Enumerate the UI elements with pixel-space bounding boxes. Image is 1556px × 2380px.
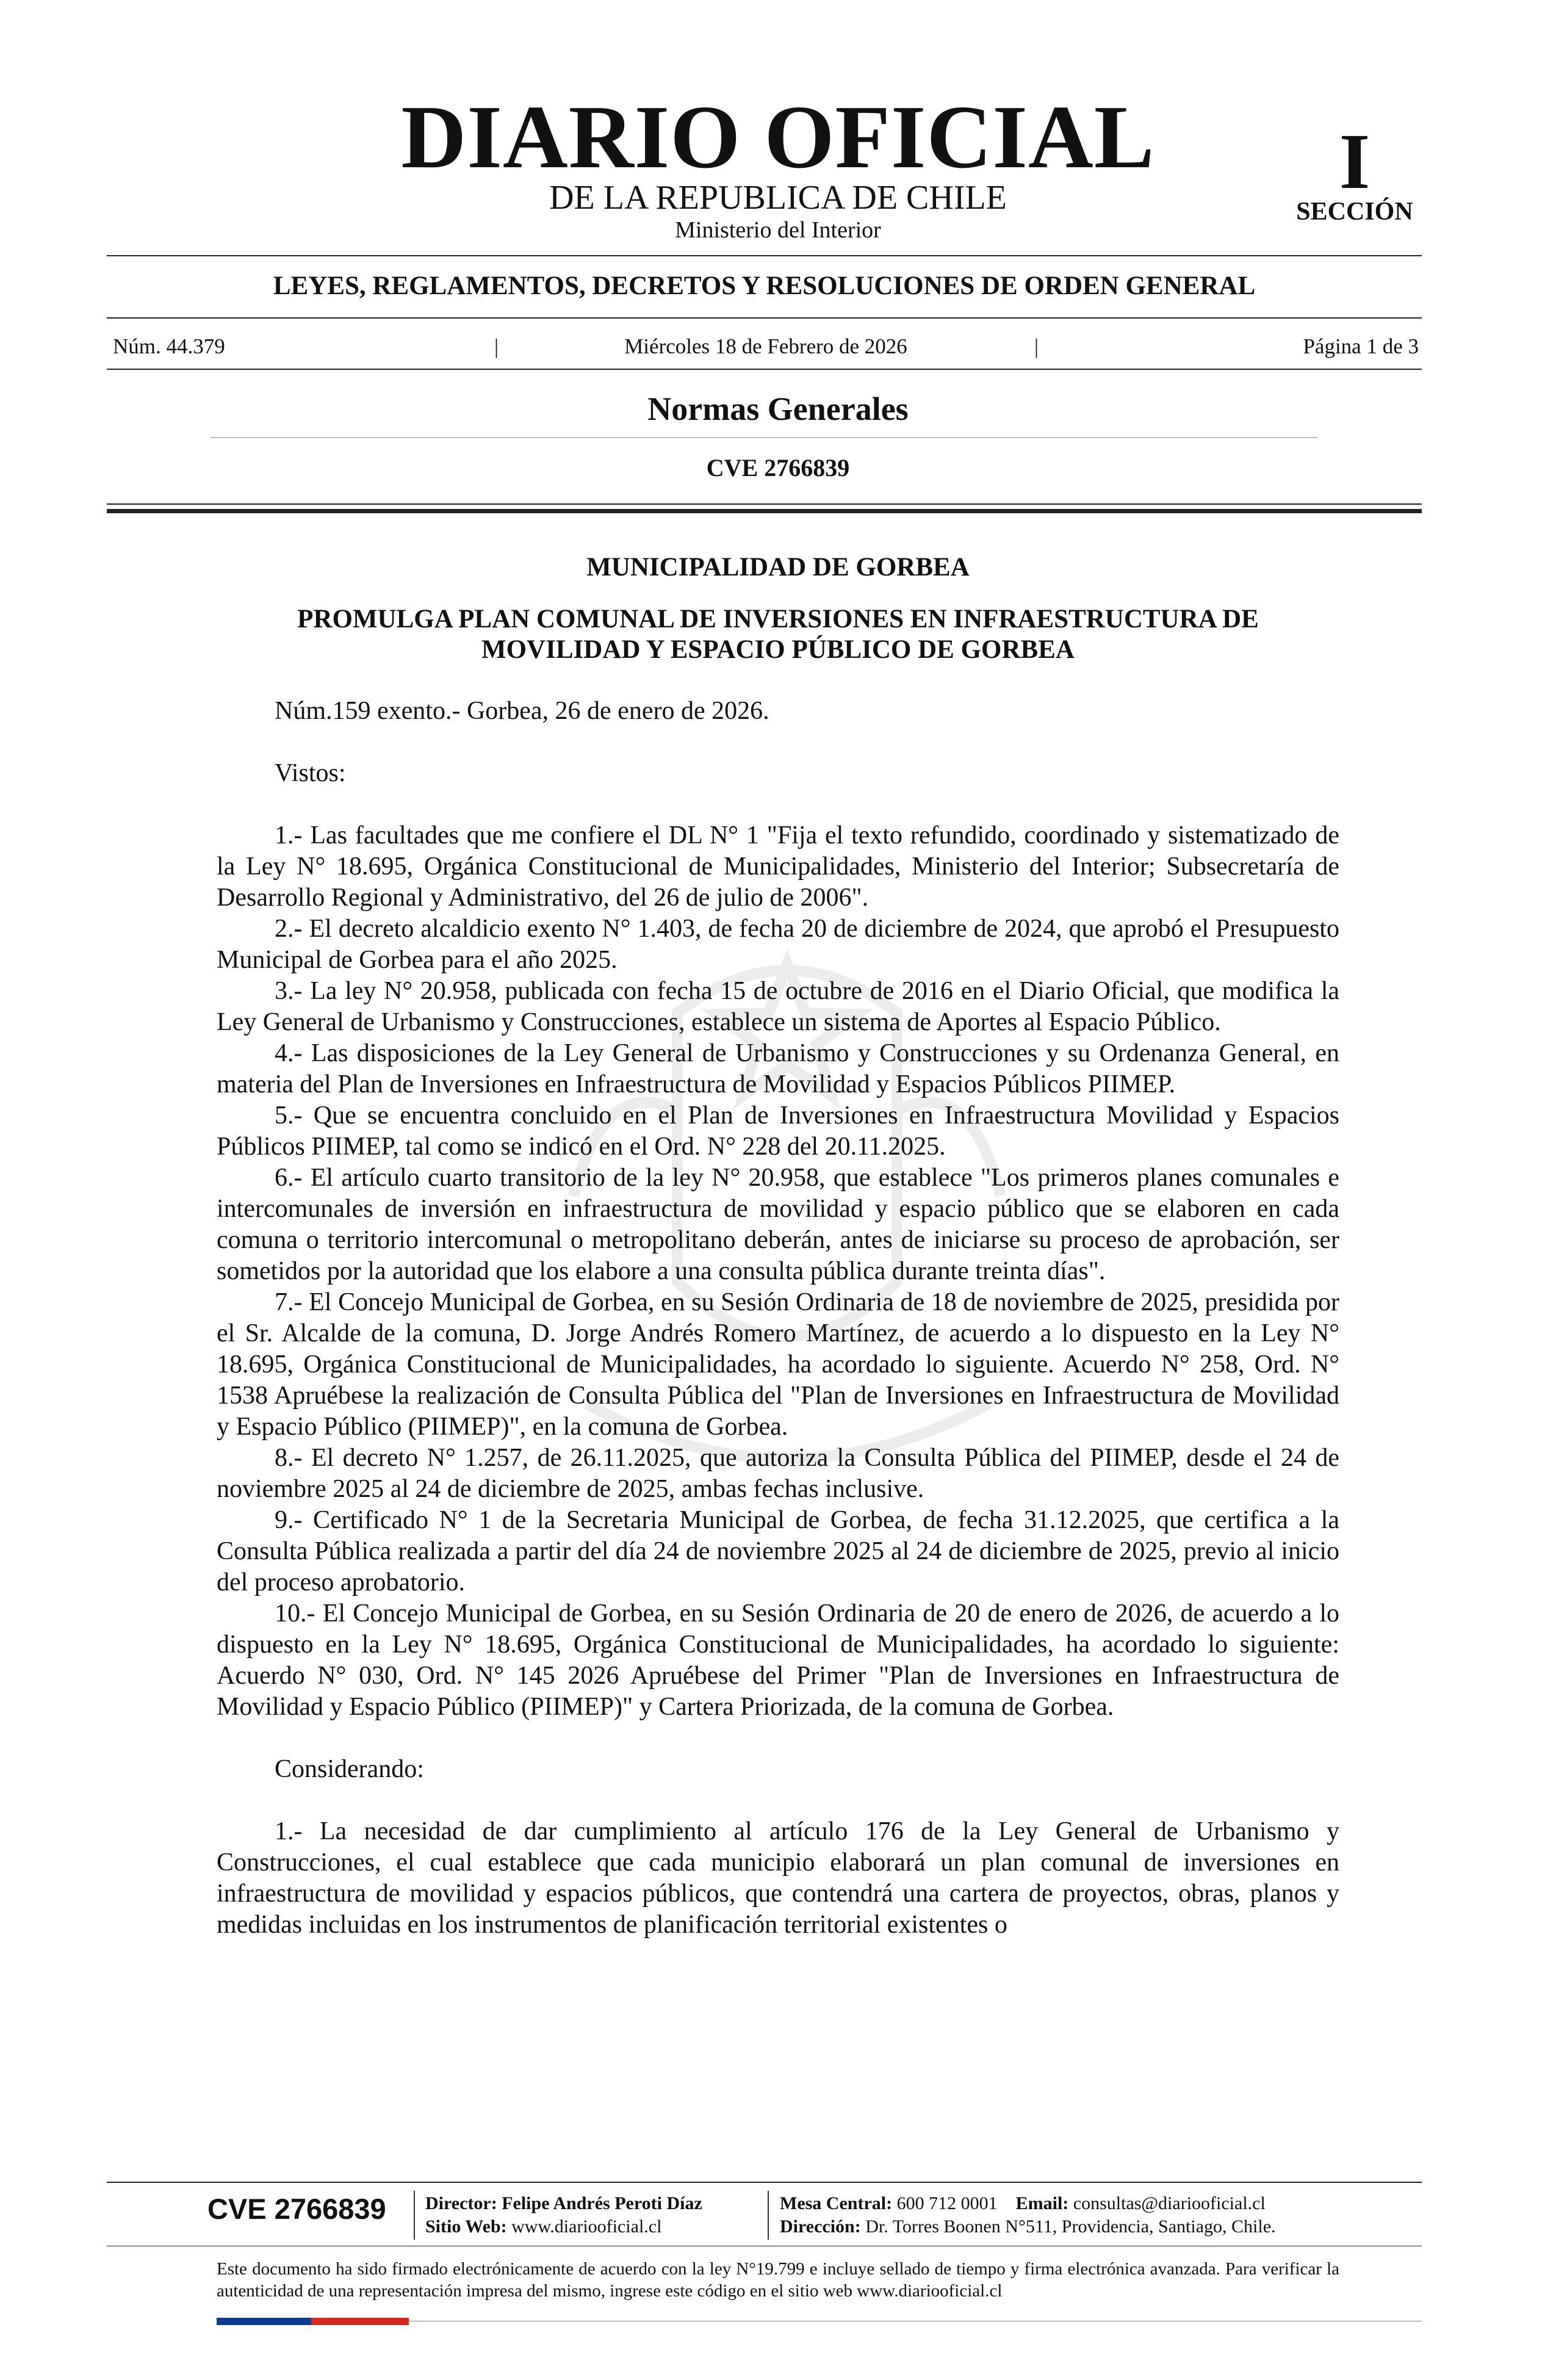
category-band: LEYES, REGLAMENTOS, DECRETOS Y RESOLUCIONES DE ORDEN GENERAL [273, 272, 1256, 300]
footer-separator [414, 2191, 415, 2240]
vistos-item: 6.- El artículo cuarto transitorio de la ley N° 20.958, que establece "Los primeros planes comunales e intercomunales de inversión en infraestructura de movilidad y espacio público que se elaboren en cada comuna o territorio intercomunal o metropolitano deberán, antes de iniciarse su proceso de aprobación, ser sometidos por la autoridad que los elabore a una consulta pública durante treinta días". [217, 1164, 1339, 1285]
website-link[interactable]: www.diariooficial.cl [511, 2216, 662, 2237]
document-heading-line2: MOVILIDAD Y ESPACIO PÚBLICO DE GORBEA [481, 635, 1075, 664]
vistos-label: Vistos: [275, 759, 346, 787]
considerando-item: 1.- La necesidad de dar cumplimiento al artículo 176 de la Ley General de Urbanismo y Construcciones, el cual establece que cada municipio elaborará un plan comunal de inversiones en infraestructura de movilidad y espacios públicos, que contendrá una cartera de proyectos, obras, planos y medidas incluidas en los instrumentos de planificación territorial existentes o [217, 1817, 1339, 1939]
address-label: Dirección: [780, 2216, 861, 2237]
vistos-item: 9.- Certificado N° 1 de la Secretaria Municipal de Gorbea, de fecha 31.12.2025, que certifica a la Consulta Pública realizada a partir del día 24 de noviembre 2025 al 24 de diciembre de 2025, previo al inicio del proceso aprobatorio. [217, 1506, 1339, 1596]
cve-code: CVE 2766839 [706, 454, 850, 481]
vistos-item: 1.- Las facultades que me confiere el DL N° 1 "Fija el texto refundido, coordinado y sistematizado de la Ley N° 18.695, Orgánica Constitucional de Municipalidades, Ministerio del Interior; Subsecretaría de Desarrollo Regional y Administrativo, del 26 de julio de 2006". [217, 821, 1339, 912]
ministry-label: Ministerio del Interior [675, 217, 881, 243]
double-rule-bottom [107, 509, 1422, 513]
footer-separator [768, 2191, 769, 2240]
issue-number: Núm. 44.379 [113, 334, 225, 358]
footer-director-block [425, 2192, 767, 2238]
flag-stripe-blue [217, 2318, 311, 2325]
footer-contact-block [780, 2192, 1390, 2238]
website-label: Sitio Web: [425, 2216, 507, 2237]
vistos-item: 10.- El Concejo Municipal de Gorbea, en su Sesión Ordinaria de 20 de enero de 2026, de acuerdo a lo dispuesto en la Ley N° 18.695, Orgánica Constitucional de Municipalidades, ha acordado lo siguiente: Acuerdo N° 030, Ord. N° 145 2026 Apruébese del Primer "Plan de Inversiones en Infraestructura de Movilidad y Espacio Público (PIIMEP)" y Cartera Priorizada, de la comuna de Gorbea. [217, 1599, 1339, 1721]
decree-line: Núm.159 exento.- Gorbea, 26 de enero de 2026. [275, 697, 769, 725]
newspaper-title: DIARIO OFICIAL [401, 87, 1155, 187]
director-name: Felipe Andrés Peroti Díaz [502, 2193, 702, 2213]
vistos-item: 3.- La ley N° 20.958, publicada con fecha 15 de octubre de 2016 en el Diario Oficial, que modifica la Ley General de Urbanismo y Construcciones, establece un sistema de Aportes al Espacio Público. [217, 977, 1339, 1036]
footer-cve-code: CVE 2766839 [207, 2193, 386, 2225]
footer-legal-note: Este documento ha sido firmado electrónicamente de acuerdo con la ley N°19.799 e incluye sellado de tiempo y firma electrónica avanzada. Para verificar la autenticidad de una representación impresa del mismo, ingrese este código en el sitio web www.diariooficial.cl [217, 2259, 1339, 2301]
vistos-item: 2.- El decreto alcaldicio exento N° 1.403, de fecha 20 de diciembre de 2024, que aprobó el Presupuesto Municipal de Gorbea para el año 2025. [217, 915, 1339, 974]
vistos-item: 7.- El Concejo Municipal de Gorbea, en su Sesión Ordinaria de 18 de noviembre de 2025, presidida por el Sr. Alcalde de la comuna, D. Jorge Andrés Romero Martínez, de acuerdo a lo dispuesto en la Ley N° 18.695, Orgánica Constitucional de Municipalidades, ha acordado lo siguiente. Acuerdo N° 258, Ord. N° 1538 Apruébese la realización de Consulta Pública del "Plan de Inversiones en Infraestructura de Movilidad y Espacio Público (PIIMEP)", en la comuna de Gorbea. [217, 1288, 1339, 1441]
document-heading-line1: PROMULGA PLAN COMUNAL DE INVERSIONES EN INFRAESTRUCTURA DE [297, 605, 1259, 633]
vistos-item: 5.- Que se encuentra concluido en el Plan de Inversiones en Infraestructura Movilidad y Espacios Públicos PIIMEP, tal como se indicó en el Ord. N° 228 del 20.11.2025. [217, 1102, 1339, 1161]
email-link[interactable]: consultas@diariooficial.cl [1073, 2193, 1266, 2213]
email-label: Email: [1015, 2193, 1069, 2213]
issue-row [113, 333, 1419, 361]
issue-separator: | [1034, 334, 1039, 358]
page-indicator: Página 1 de 3 [1303, 334, 1419, 358]
masthead-rule [107, 255, 1422, 256]
issue-rule [107, 369, 1422, 370]
section-label: SECCIÓN [1296, 198, 1413, 226]
band-rule [107, 317, 1422, 319]
vistos-item: 8.- El decreto N° 1.257, de 26.11.2025, que autoriza la Consulta Pública del PIIMEP, desde el 24 de noviembre 2025 al 24 de diciembre de 2025, ambas fechas inclusive. [217, 1444, 1339, 1503]
phone-number: 600 712 0001 [896, 2193, 998, 2213]
issuing-entity: MUNICIPALIDAD DE GORBEA [586, 553, 970, 582]
footer-top-rule [107, 2182, 1422, 2183]
vistos-item: 4.- Las disposiciones de la Ley General de Urbanismo y Construcciones y su Ordenanza General, en materia del Plan de Inversiones en Infraestructura de Movilidad y Espacios Públicos PIIMEP. [217, 1039, 1339, 1098]
director-label: Director: [425, 2193, 497, 2213]
phone-label: Mesa Central: [780, 2193, 893, 2213]
issue-date: Miércoles 18 de Febrero de 2026 [624, 334, 907, 358]
double-rule-top [107, 503, 1422, 505]
address-text: Dr. Torres Boonen N°511, Providencia, Santiago, Chile. [865, 2216, 1276, 2237]
issue-separator: | [494, 334, 499, 358]
section-title: Normas Generales [647, 391, 909, 427]
newspaper-subtitle: DE LA REPUBLICA DE CHILE [549, 179, 1007, 217]
flag-stripe-red [311, 2318, 409, 2325]
considerando-label: Considerando: [275, 1755, 424, 1783]
document-body [217, 696, 1339, 1941]
section-numeral: I [1339, 118, 1371, 206]
section-divider [211, 437, 1318, 438]
